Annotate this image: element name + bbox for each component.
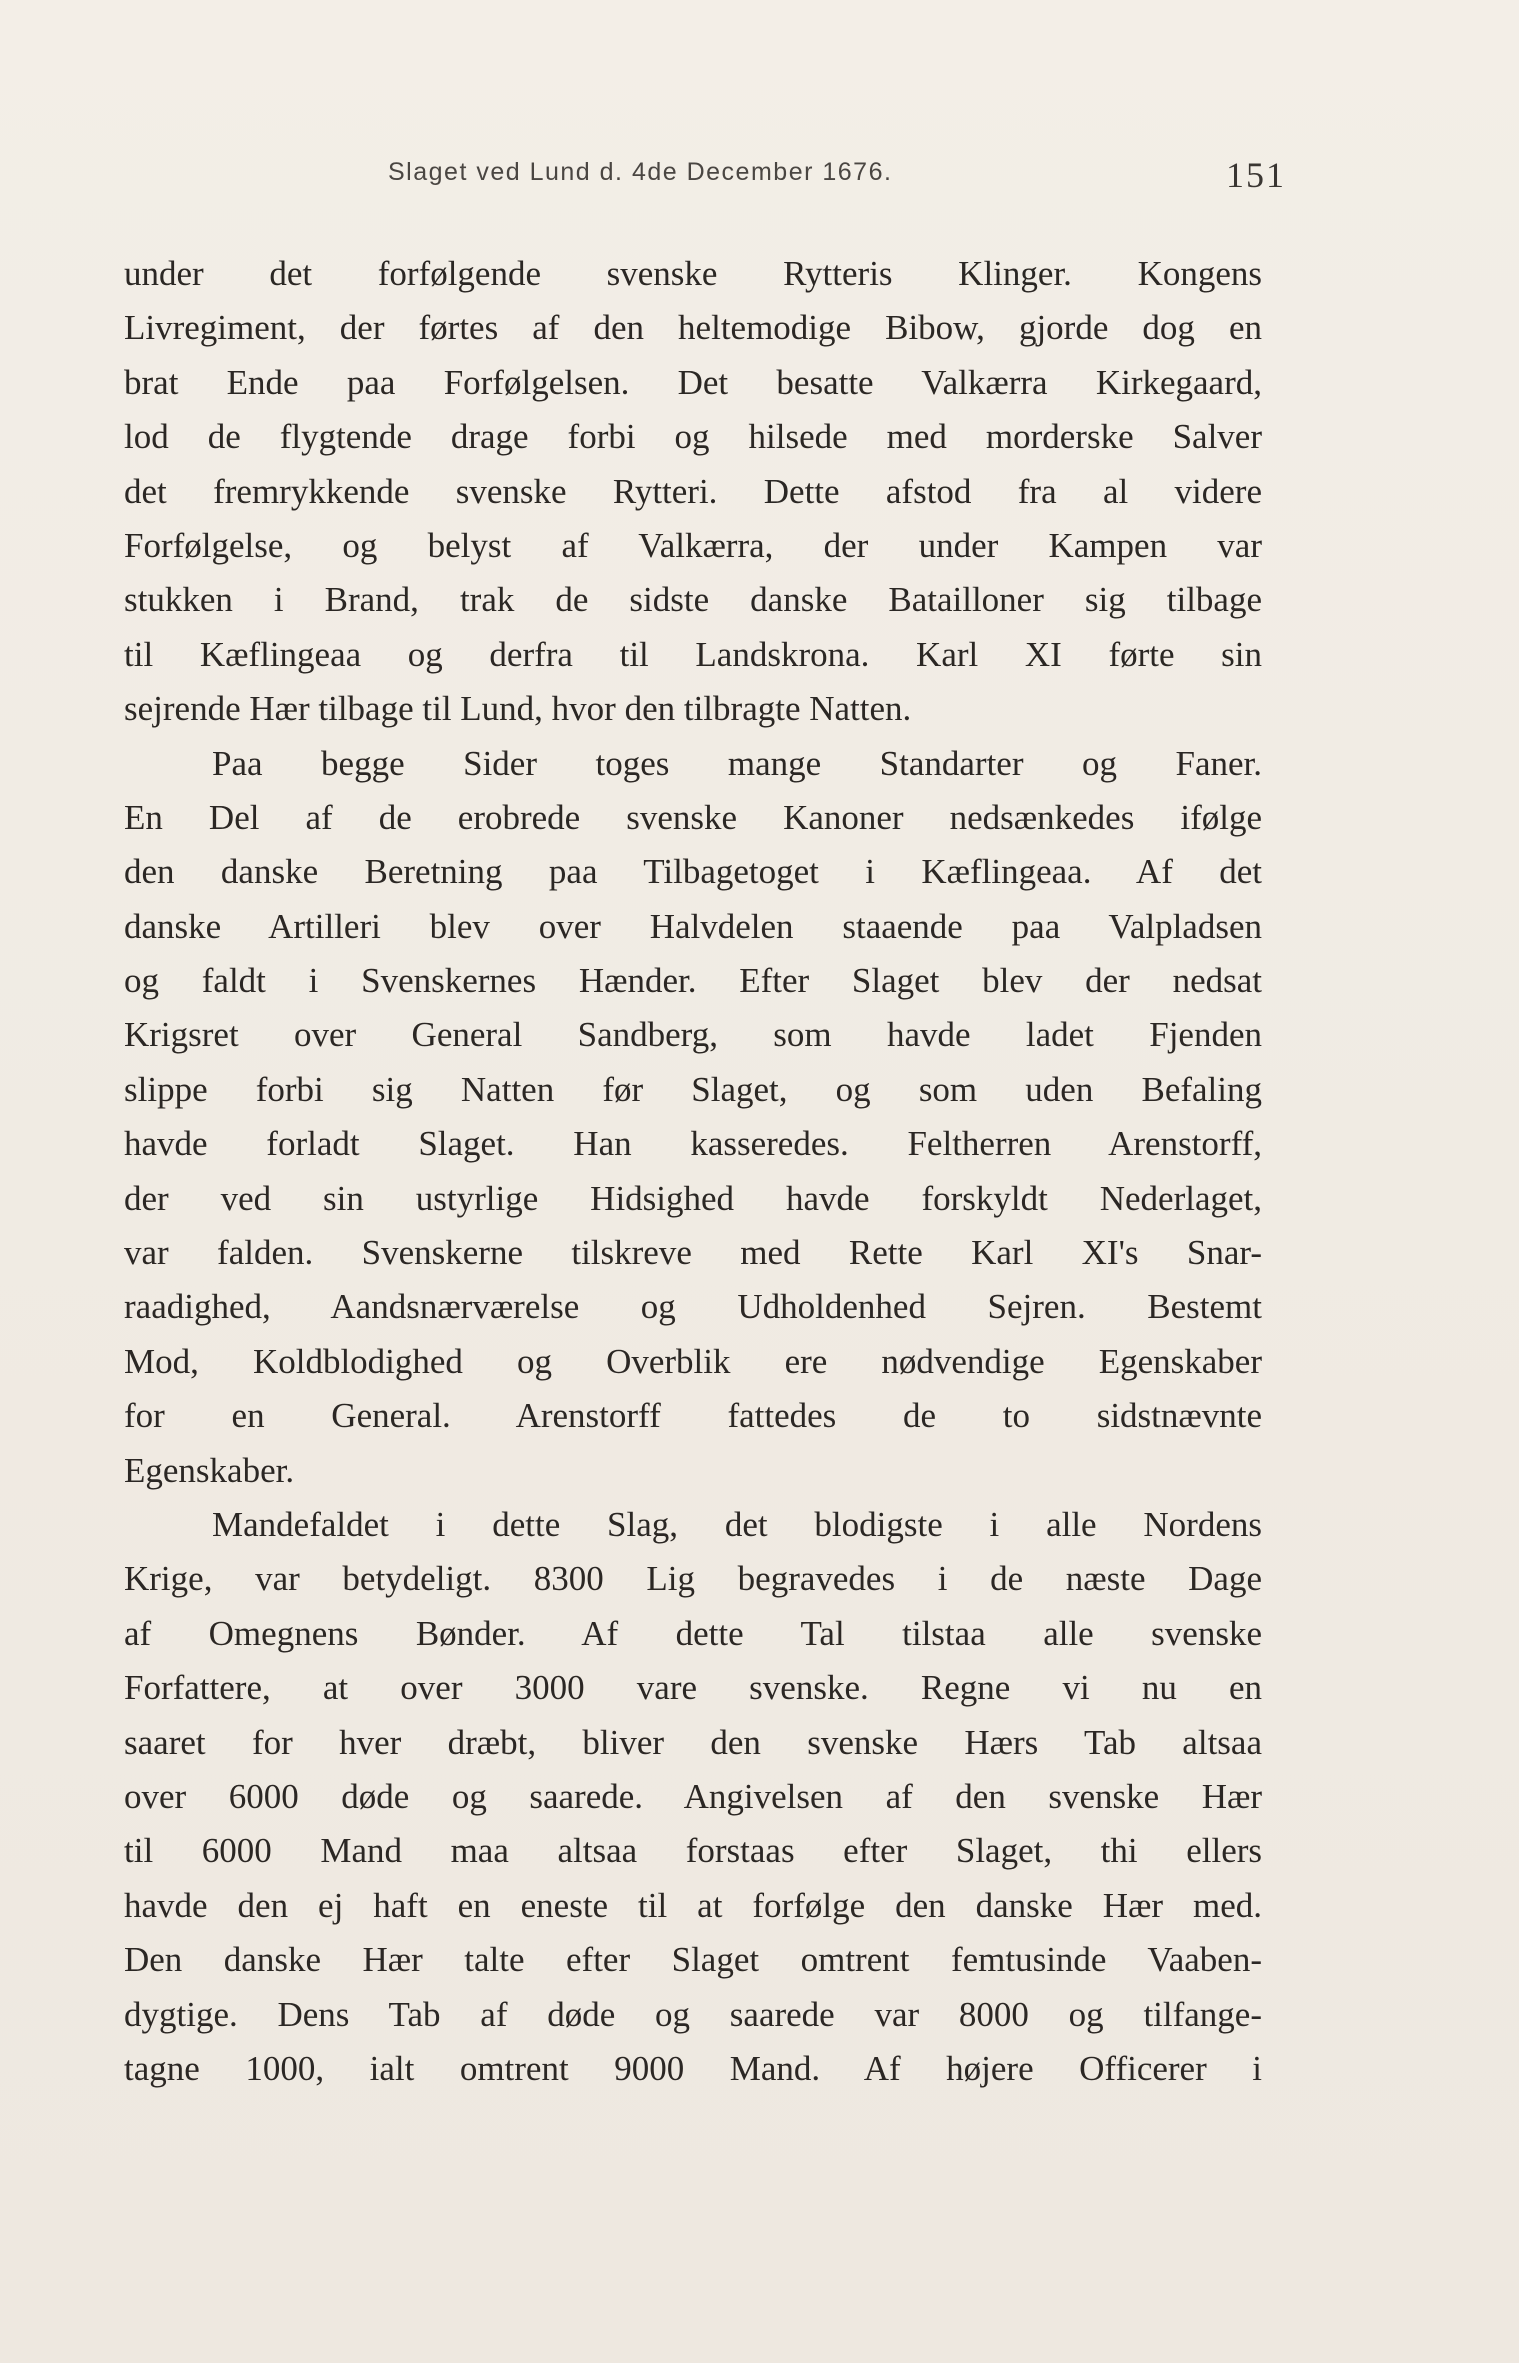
- text-line: Mod, Koldblodighed og Overblik ere nødvendige Egenskaber: [124, 1341, 1262, 1381]
- text-line: havde forladt Slaget. Han kasseredes. Feltherren Arenstorff,: [124, 1124, 1262, 1164]
- text-line: der ved sin ustyrlige Hidsighed havde forskyldt Nederlaget,: [124, 1178, 1262, 1218]
- text-line: raadighed, Aandsnærværelse og Udholdenhed Sejren. Bestemt: [124, 1287, 1262, 1327]
- text-line: det fremrykkende svenske Rytteri. Dette afstod fra al videre: [124, 471, 1262, 511]
- text-line: Forfølgelse, og belyst af Valkærra, der under Kampen var: [124, 525, 1262, 565]
- running-title: Slaget ved Lund d. 4de December 1676.: [388, 158, 893, 186]
- text-line: slippe forbi sig Natten før Slaget, og som uden Befaling: [124, 1069, 1262, 1109]
- text-line: Krigsret over General Sandberg, som havde ladet Fjenden: [124, 1015, 1262, 1055]
- text-line: af Omegnens Bønder. Af dette Tal tilstaa alle svenske: [124, 1613, 1262, 1653]
- text-line: brat Ende paa Forfølgelsen. Det besatte Valkærra Kirkegaard,: [124, 362, 1262, 402]
- body-text: [124, 247, 1262, 2096]
- text-line: Paa begge Sider toges mange Standarter og Faner.: [212, 743, 1262, 783]
- text-line: til Kæflingeaa og derfra til Landskrona. Karl XI førte sin: [124, 634, 1262, 674]
- text-line: saaret for hver dræbt, bliver den svenske Hærs Tab altsaa: [124, 1722, 1262, 1762]
- text-line: Egenskaber.: [124, 1450, 295, 1490]
- text-line: Forfattere, at over 3000 vare svenske. Regne vi nu en: [124, 1668, 1262, 1708]
- text-line: for en General. Arenstorff fattedes de to sidstnævnte: [124, 1396, 1262, 1436]
- text-line: til 6000 Mand maa altsaa forstaas efter Slaget, thi ellers: [124, 1831, 1262, 1871]
- text-line: den danske Beretning paa Tilbagetoget i Kæflingeaa. Af det: [124, 852, 1262, 892]
- text-line: Krige, var betydeligt. 8300 Lig begravedes i de næste Dage: [124, 1559, 1262, 1599]
- text-line: havde den ej haft en eneste til at forfølge den danske Hær med.: [124, 1885, 1262, 1925]
- text-line: tagne 1000, ialt omtrent 9000 Mand. Af højere Officerer i: [124, 2048, 1262, 2088]
- text-line: stukken i Brand, trak de sidste danske Batailloner sig tilbage: [124, 580, 1262, 620]
- text-line: En Del af de erobrede svenske Kanoner nedsænkedes ifølge: [124, 797, 1262, 837]
- text-line: danske Artilleri blev over Halvdelen staaende paa Valpladsen: [124, 906, 1262, 946]
- text-line: lod de flygtende drage forbi og hilsede med morderske Salver: [124, 417, 1262, 457]
- text-line: og faldt i Svenskernes Hænder. Efter Slaget blev der nedsat: [124, 961, 1262, 1001]
- text-line: var falden. Svenskerne tilskreve med Rette Karl XI's Snar-: [124, 1233, 1262, 1273]
- text-line: under det forfølgende svenske Rytteris Klinger. Kongens: [124, 254, 1262, 293]
- text-line: dygtige. Dens Tab af døde og saarede var 8000 og tilfange-: [124, 1994, 1262, 2034]
- text-line: sejrende Hær tilbage til Lund, hvor den tilbragte Natten.: [124, 689, 912, 729]
- text-line: Livregiment, der førtes af den heltemodige Bibow, gjorde dog en: [124, 308, 1262, 348]
- text-line: Mandefaldet i dette Slag, det blodigste i alle Nordens: [212, 1504, 1262, 1544]
- text-line: Den danske Hær talte efter Slaget omtrent femtusinde Vaaben-: [124, 1940, 1262, 1980]
- text-line: over 6000 døde og saarede. Angivelsen af den svenske Hær: [124, 1776, 1262, 1816]
- page-number: 151: [1226, 155, 1286, 195]
